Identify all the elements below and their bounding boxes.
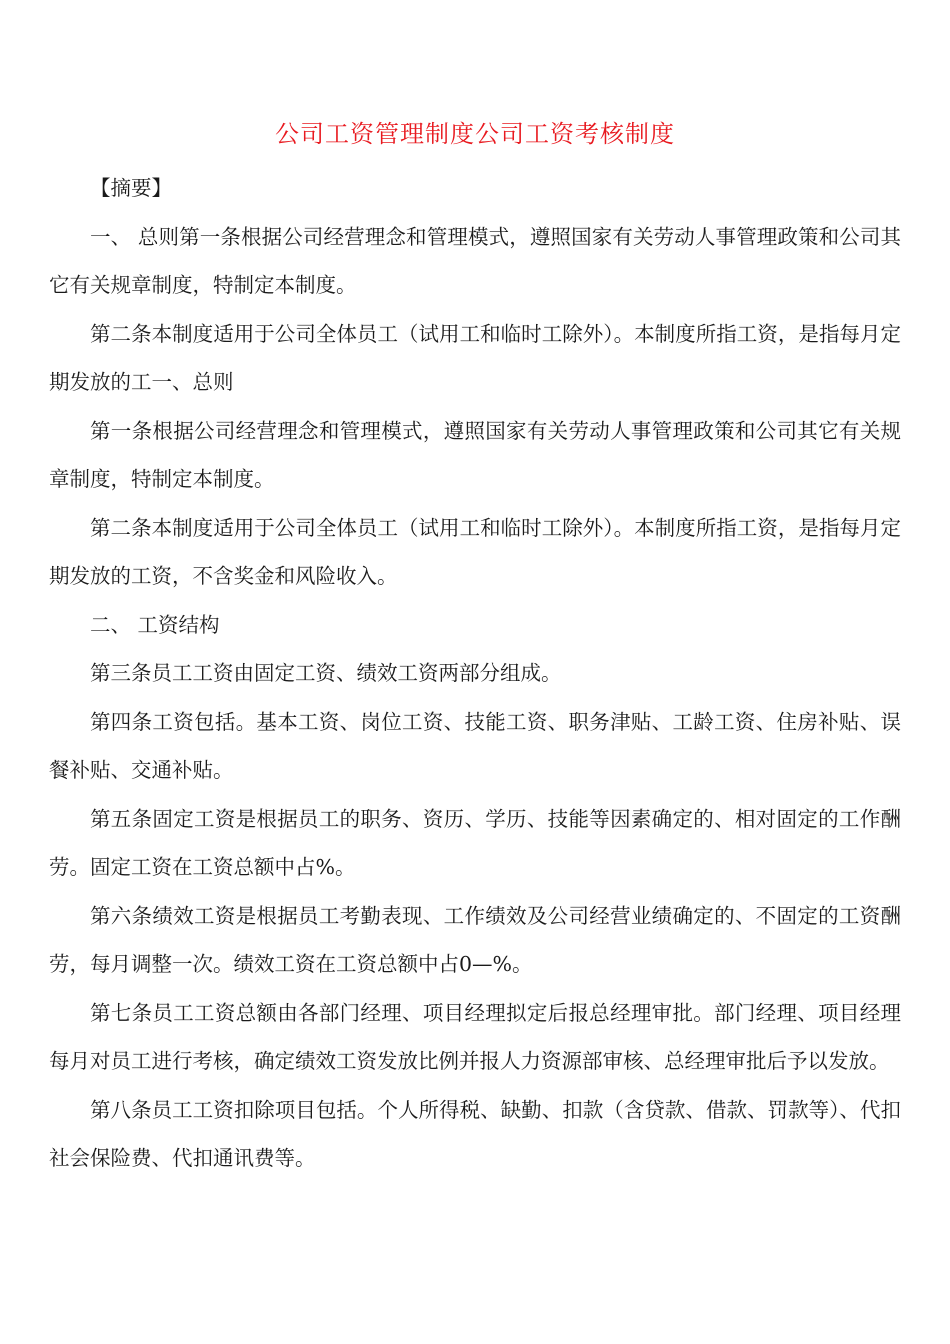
- paragraph-article-2-fragment: 第二条本制度适用于公司全体员工（试用工和临时工除外）。本制度所指工资，是指每月定期发放的工一、总则: [49, 321, 901, 394]
- paragraph-article-3: 第三条员工工资由固定工资、绩效工资两部分组成。: [90, 661, 562, 685]
- paragraph-article-2: 第二条本制度适用于公司全体员工（试用工和临时工除外）。本制度所指工资，是指每月定期发放的工资，不含奖金和风险收入。: [49, 515, 901, 588]
- paragraph-article-4: 第四条工资包括。基本工资、岗位工资、技能工资、职务津贴、工龄工资、住房补贴、误餐补贴、交通补贴。: [49, 709, 901, 782]
- document-title: 公司工资管理制度公司工资考核制度: [275, 120, 675, 148]
- paragraph-article-6: 第六条绩效工资是根据员工考勤表现、工作绩效及公司经营业绩确定的、不固定的工资酬劳，每月调整一次。绩效工资在工资总额中占0—%。: [49, 903, 901, 976]
- paragraph-general-article-1: 一、 总则第一条根据公司经营理念和管理模式，遵照国家有关劳动人事管理政策和公司其它有关规章制度，特制定本制度。: [49, 224, 901, 297]
- paragraph-article-7: 第七条员工工资总额由各部门经理、项目经理拟定后报总经理审批。部门经理、项目经理每月对员工进行考核，确定绩效工资发放比例并报人力资源部审核、总经理审批后予以发放。: [49, 1000, 901, 1073]
- section-heading-salary-structure: 二、 工资结构: [90, 612, 220, 637]
- paragraph-article-8: 第八条员工工资扣除项目包括。个人所得税、缺勤、扣款（含贷款、借款、罚款等）、代扣社会保险费、代扣通讯费等。: [49, 1097, 901, 1170]
- abstract-heading: 【摘要】: [90, 176, 172, 200]
- paragraph-article-5: 第五条固定工资是根据员工的职务、资历、学历、技能等因素确定的、相对固定的工作酬劳。固定工资在工资总额中占%。: [49, 806, 901, 879]
- document-body: [49, 164, 901, 1183]
- paragraph-article-1: 第一条根据公司经营理念和管理模式，遵照国家有关劳动人事管理政策和公司其它有关规章制度，特制定本制度。: [49, 418, 901, 491]
